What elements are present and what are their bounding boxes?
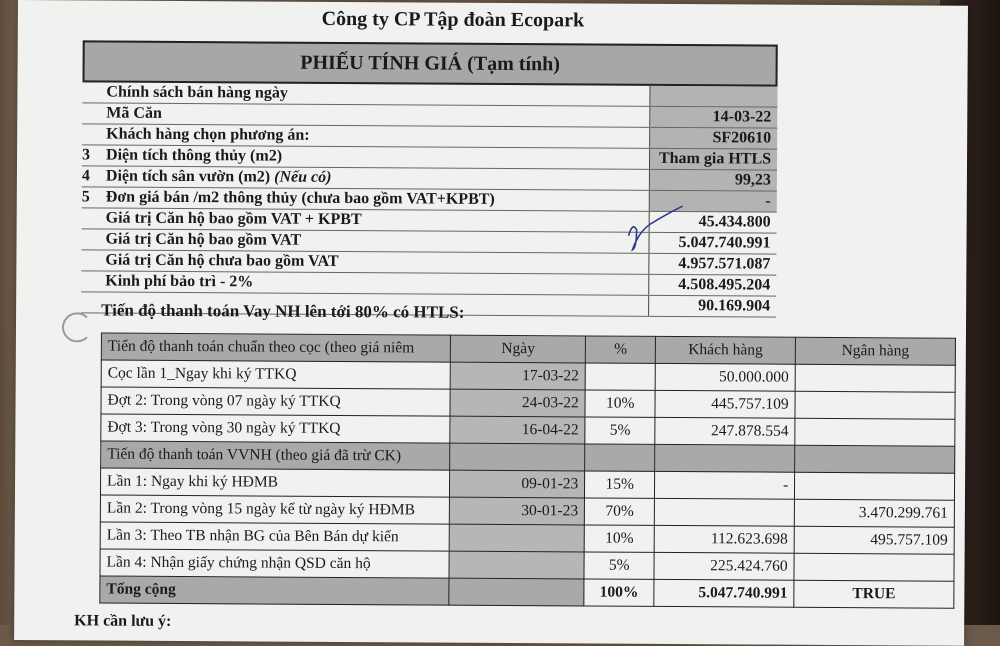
info-value: 14-03-22 xyxy=(650,106,778,128)
row-date: 30-01-23 xyxy=(450,497,585,525)
info-label: Giá trị Căn hộ bao gồm VAT xyxy=(101,229,649,253)
row-nh xyxy=(795,418,955,446)
row-number: 3 xyxy=(82,145,102,166)
row-pct: 10% xyxy=(585,390,655,417)
total-kh: 5.047.740.991 xyxy=(654,579,794,607)
info-value: Tham gia HTLS xyxy=(649,148,777,170)
info-label: Đơn giá bán /m2 thông thủy (chưa bao gồm VAT+KPBT) xyxy=(102,187,650,211)
schedule-title: Tiến độ thanh toán Vay NH lên tới 80% có HTLS: xyxy=(101,300,465,322)
info-label: Chính sách bán hàng ngày xyxy=(102,83,650,107)
row-kh: 50.000.000 xyxy=(655,363,795,391)
section-empty xyxy=(450,443,585,471)
total-nh: TRUE xyxy=(794,580,954,608)
row-number xyxy=(81,292,101,313)
payment-schedule-table xyxy=(99,333,956,609)
row-pct: 15% xyxy=(585,471,655,498)
info-table xyxy=(81,82,777,317)
info-label-note: (Nếu có) xyxy=(274,168,332,186)
info-value: 5.047.740.991 xyxy=(649,232,777,254)
row-kh: 445.757.109 xyxy=(655,390,795,418)
section-title: Tiến độ thanh toán VVNH (theo giá đã trừ CK) xyxy=(101,441,451,470)
info-label: Khách hàng chọn phương án: xyxy=(102,124,650,148)
row-pct: 5% xyxy=(585,417,655,444)
row-number xyxy=(82,82,102,103)
row-number xyxy=(82,124,102,145)
row-pct: 70% xyxy=(585,498,655,525)
row-date: 09-01-23 xyxy=(450,470,585,498)
info-label: Diện tích sân vườn (m2) (Nếu có) xyxy=(102,166,650,190)
row-number xyxy=(82,103,102,124)
row-desc: Lần 3: Theo TB nhận BG của Bên Bán dự kiến xyxy=(100,522,450,551)
total-row xyxy=(100,576,954,608)
row-nh: 495.757.109 xyxy=(794,526,954,554)
row-date: 16-04-22 xyxy=(450,416,585,444)
total-label: Tổng cộng xyxy=(100,576,450,605)
row-nh xyxy=(795,391,955,419)
header-desc: Tiến độ thanh toán chuẩn theo cọc (theo giá niêm xyxy=(101,333,451,362)
row-date xyxy=(450,524,585,552)
info-value: 90.169.904 xyxy=(649,295,777,317)
row-number xyxy=(81,250,101,271)
punch-hole xyxy=(62,312,92,342)
info-value: - xyxy=(649,190,777,212)
row-number xyxy=(81,229,101,250)
row-pct: 10% xyxy=(584,525,654,552)
row-date xyxy=(449,551,584,579)
row-desc: Lần 2: Trong vòng 15 ngày kể từ ngày ký HĐMB xyxy=(100,495,450,524)
row-number xyxy=(81,271,101,292)
row-kh xyxy=(654,498,794,526)
header-nh: Ngân hàng xyxy=(795,337,955,365)
header-kh: Khách hàng xyxy=(655,336,795,364)
row-number: 4 xyxy=(82,166,102,187)
row-nh: 3.470.299.761 xyxy=(794,499,954,527)
section-empty xyxy=(585,444,655,471)
section-empty xyxy=(655,444,795,472)
row-pct: 5% xyxy=(584,552,654,579)
company-name: Công ty CP Tập đoàn Ecopark xyxy=(321,7,585,32)
section-empty xyxy=(795,445,955,473)
info-value: 4.508.495.204 xyxy=(649,274,777,296)
row-nh xyxy=(795,364,955,392)
row-desc: Cọc lần 1_Ngay khi ký TTKQ xyxy=(101,360,451,389)
row-number: 5 xyxy=(82,187,102,208)
row-date: 24-03-22 xyxy=(450,389,585,417)
row-kh: 225.424.760 xyxy=(654,552,794,580)
info-value xyxy=(650,86,778,107)
row-desc: Đợt 2: Trong vòng 07 ngày ký TTKQ xyxy=(101,387,451,416)
info-value: 45.434.800 xyxy=(649,211,777,233)
info-label: Mã Căn xyxy=(102,103,650,127)
total-pct: 100% xyxy=(584,579,654,606)
row-desc: Lần 4: Nhận giấy chứng nhận QSD căn hộ xyxy=(100,549,450,578)
row-kh: 112.623.698 xyxy=(654,525,794,553)
row-number xyxy=(82,208,102,229)
document-paper xyxy=(14,0,968,646)
row-date: 17-03-22 xyxy=(451,362,586,390)
info-label: Diện tích thông thủy (m2) xyxy=(102,145,650,169)
row-desc: Lần 1: Ngay khi ký HĐMB xyxy=(100,468,450,497)
document-title: PHIẾU TÍNH GIÁ (Tạm tính) xyxy=(82,40,777,86)
row-kh: 247.878.554 xyxy=(655,417,795,445)
info-value: SF20610 xyxy=(650,127,778,149)
handwritten-check-mark xyxy=(626,202,686,252)
header-date: Ngày xyxy=(451,335,586,363)
info-value: 4.957.571.087 xyxy=(649,253,777,275)
footer-note: KH cần lưu ý: xyxy=(74,612,172,630)
info-label: Kinh phí bảo trì - 2% xyxy=(101,271,649,295)
row-pct xyxy=(585,363,655,390)
info-value: 99,23 xyxy=(649,169,777,191)
info-label: Giá trị Căn hộ bao gồm VAT + KPBT xyxy=(102,208,650,232)
row-kh: - xyxy=(655,471,795,499)
info-label: Giá trị Căn hộ chưa bao gồm VAT xyxy=(101,250,649,274)
header-pct: % xyxy=(586,336,656,363)
row-nh xyxy=(794,553,954,581)
row-desc: Đợt 3: Trong vòng 30 ngày ký TTKQ xyxy=(101,414,451,443)
total-date xyxy=(449,578,584,606)
row-nh xyxy=(795,472,955,500)
